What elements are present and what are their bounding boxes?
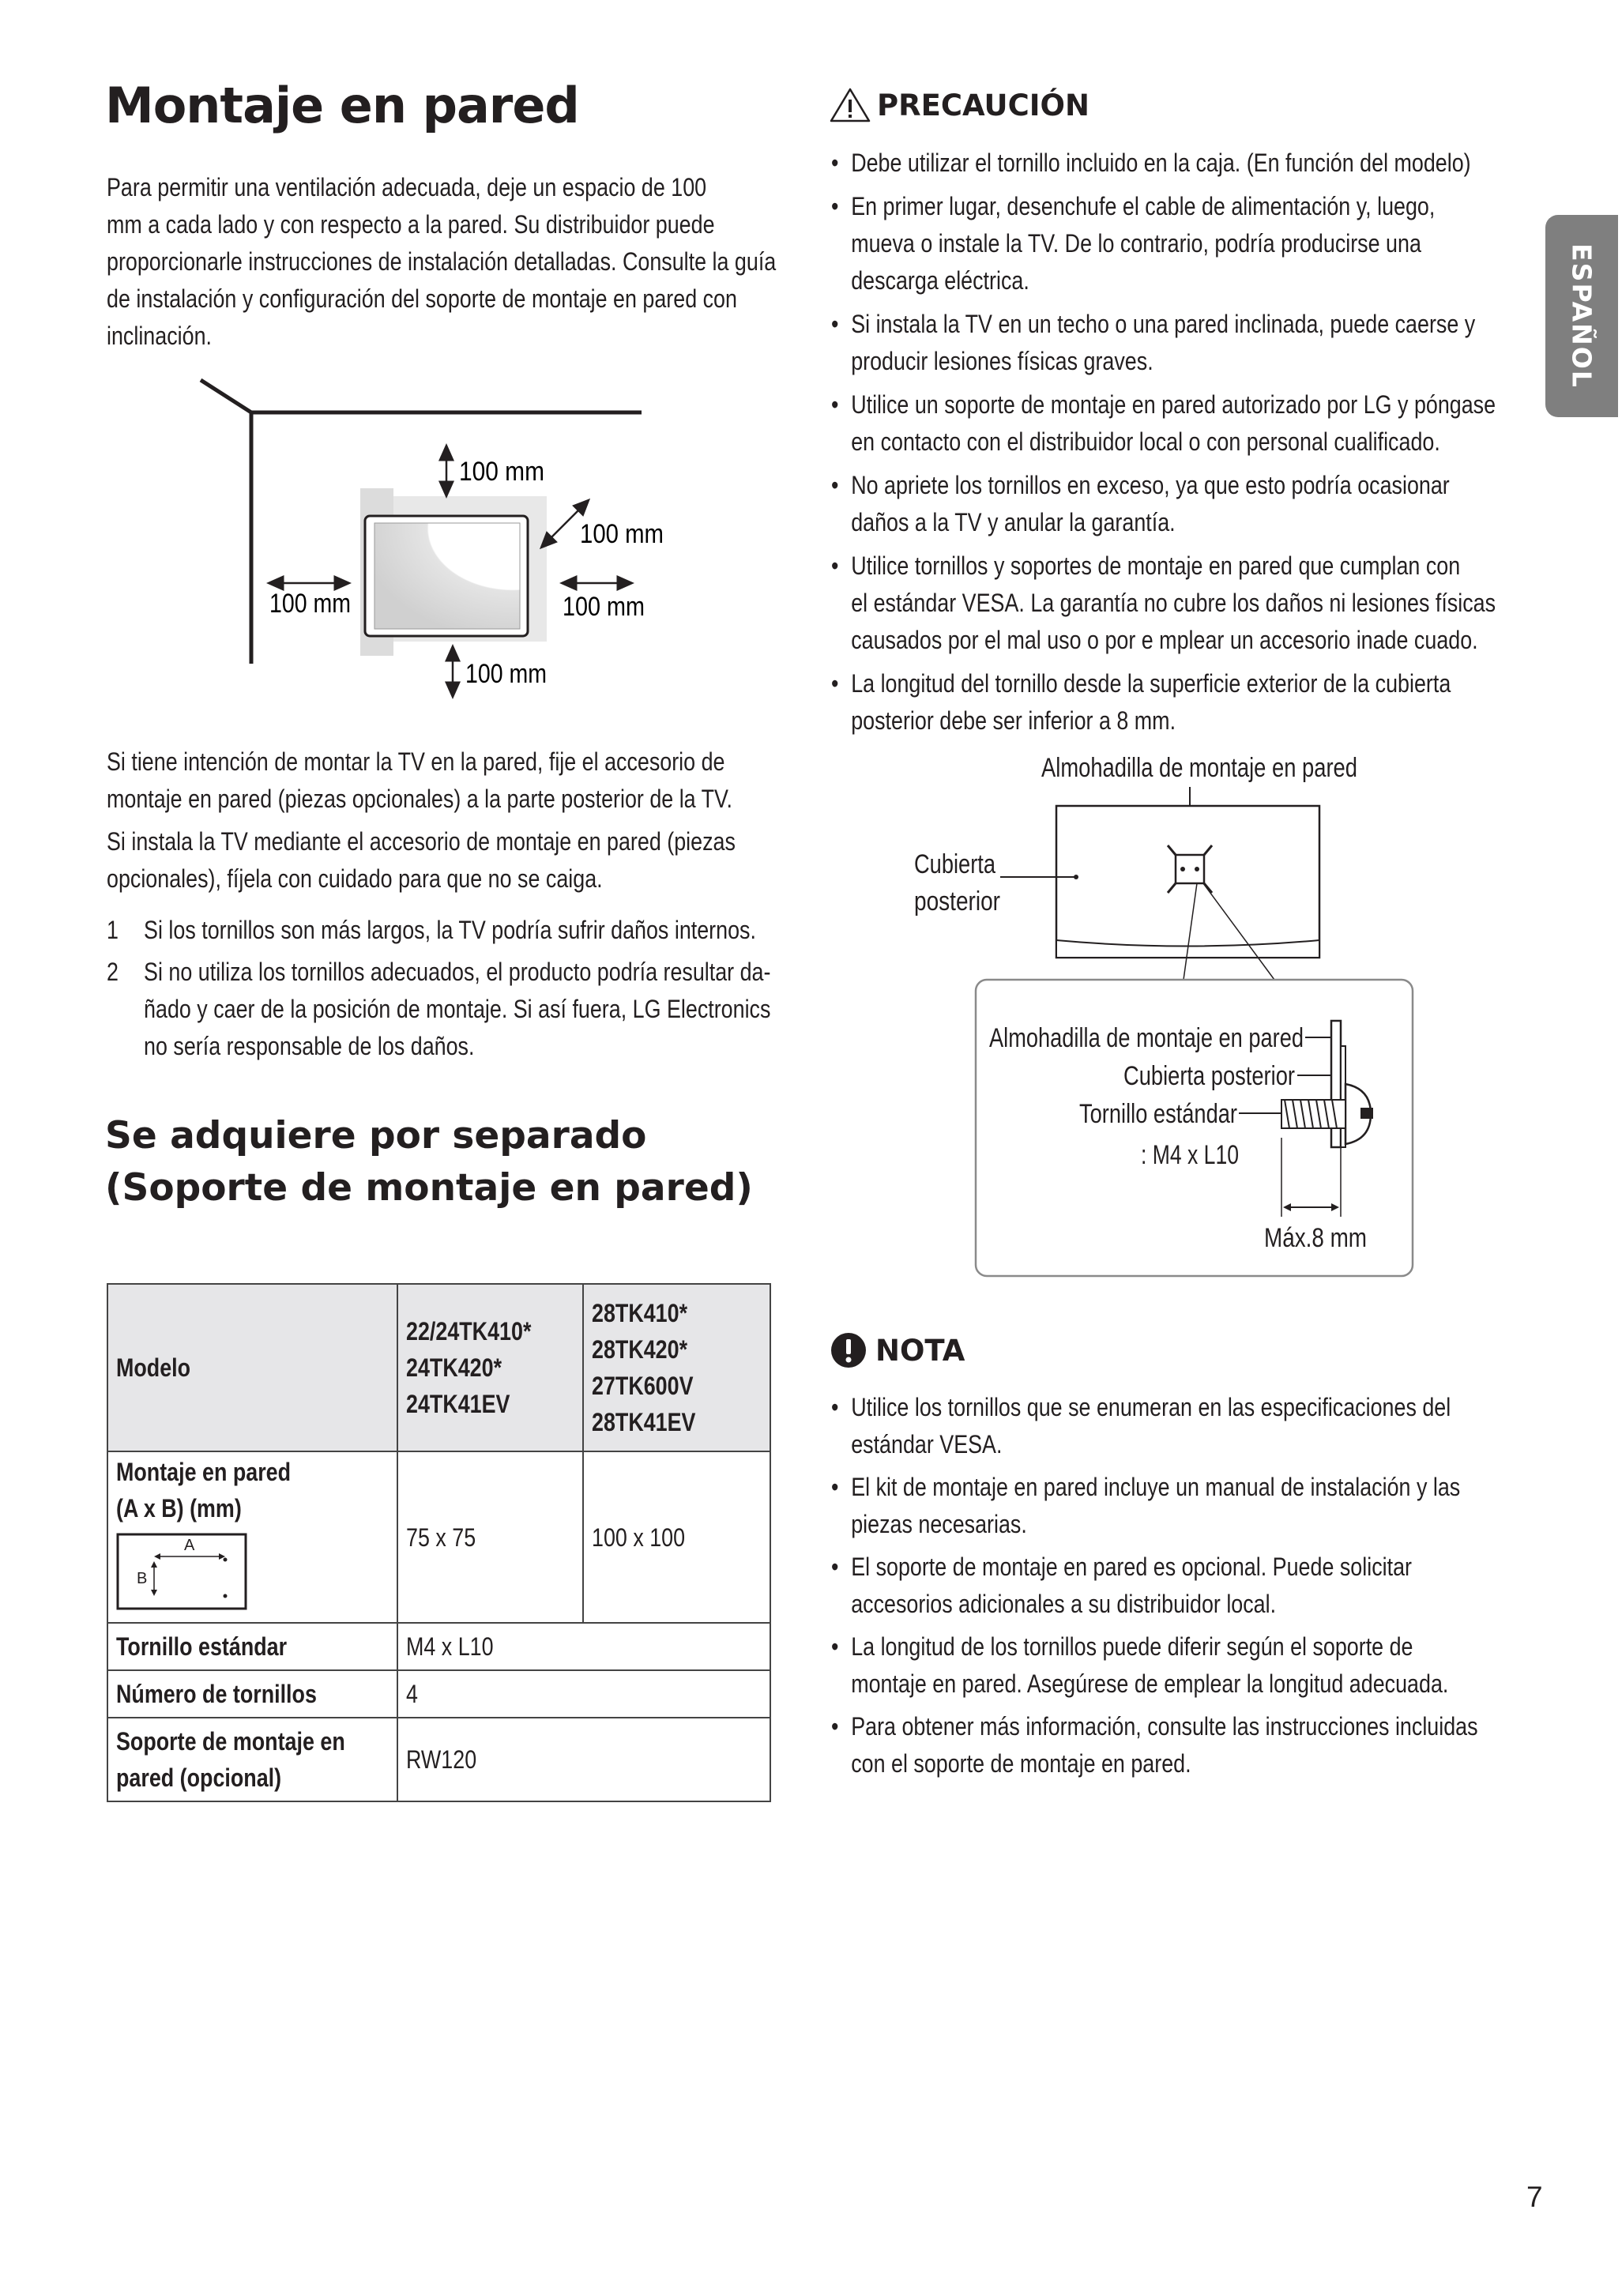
zoom-cover-label: Cubierta posterior — [1123, 1061, 1295, 1091]
caution-title: PRECAUCIÓN — [877, 88, 1089, 122]
caution-list — [831, 145, 1622, 740]
mount-line: montaje en pared (piezas opcionales) a la parte posterior de la TV. — [107, 785, 732, 813]
list-item: 1 Si los tornillos son más largos, la TV podría sufrir daños internos. — [107, 916, 756, 944]
mount-line: opcionales), fíjela con cuidado para que no se caiga. — [107, 864, 603, 893]
dim-b-label: B — [137, 1570, 148, 1587]
list-item: • Utilice un soporte de montaje en pared autorizado por LG y póngase en contacto con el distribuidor local o con personal cualificado. — [831, 386, 1496, 461]
intro-line: de instalación y configuración del soporte de montaje en pared con — [107, 284, 737, 313]
intro-line: mm a cada lado y con respecto a la pared. Su distribuidor puede — [107, 210, 715, 239]
right-clearance-label: 100 mm — [563, 592, 645, 622]
screw-count-value: 4 — [397, 1670, 770, 1718]
bottom-clearance-label: 100 mm — [465, 659, 547, 689]
back-clearance-label: 100 mm — [580, 519, 664, 549]
max-length-label: Máx.8 mm — [1264, 1223, 1367, 1253]
list-item: • Debe utilizar el tornillo incluido en la caja. (En función del modelo) — [831, 145, 1496, 182]
screw-count-label: Número de tornillos — [107, 1670, 397, 1718]
list-item: • No apriete los tornillos en exceso, ya que esto podría ocasionar daños a la TV y anular la garantía. — [831, 467, 1496, 541]
pad-label: Almohadilla de montaje en pared — [1041, 753, 1357, 783]
intro-line: proporcionarle instrucciones de instalación detalladas. Consulte la guía — [107, 247, 777, 276]
top-clearance-label: 100 mm — [459, 457, 544, 487]
clearance-diagram — [190, 371, 664, 711]
screw-diagram — [901, 743, 1438, 1288]
zoom-screw-label: Tornillo estándar — [1079, 1099, 1237, 1129]
back-arrow — [545, 504, 585, 544]
bracket-label: Soporte de montaje en pared (opcional) — [107, 1718, 397, 1801]
table-row — [107, 1718, 770, 1801]
page-number: 7 — [1526, 2181, 1543, 2213]
list-item: • La longitud del tornillo desde la superficie exterior de la cubierta posterior debe ser inferior a 8 mm. — [831, 665, 1496, 740]
screw-label: Tornillo estándar — [107, 1623, 397, 1670]
list-item: 2 Si no utiliza los tornillos adecuados, el producto podría resultar da- ñado y caer de la posición de montaje. Si así fuera, LG Electronics no sería responsable de los daños. — [107, 958, 771, 1060]
wallmount-label: Montaje en pared (A x B) (mm) A B — [107, 1451, 397, 1623]
cover-label-2: posterior — [914, 886, 1000, 917]
zoom-screw-spec: : M4 x L10 — [1141, 1140, 1239, 1170]
list-item: • El soporte de montaje en pared es opcional. Puede solicitar accesorios adicionales a su distribuidor local. — [831, 1549, 1478, 1623]
language-tab-label: ESPAÑOL — [1566, 243, 1598, 389]
intro-line: Para permitir una ventilación adecuada, deje un espacio de 100 — [107, 173, 707, 201]
zoom-pad-label: Almohadilla de montaje en pared — [989, 1023, 1304, 1053]
list-item: • En primer lugar, desenchufe el cable de alimentación y, luego, mueva o instale la TV. De lo contrario, podría producirse una descarga eléctrica. — [831, 188, 1496, 299]
note-title: NOTA — [875, 1333, 965, 1368]
mount-line: Si instala la TV mediante el accesorio de montaje en pared (piezas — [107, 827, 736, 856]
table-row — [107, 1451, 770, 1623]
wallmount-val1: 75 x 75 — [397, 1451, 583, 1623]
left-clearance-label: 100 mm — [269, 589, 351, 619]
tv-drawing — [360, 488, 547, 656]
cover-label-1: Cubierta — [914, 849, 996, 879]
note-heading — [830, 1331, 965, 1369]
list-item: • Si instala la TV en un techo o una pared inclinada, puede caerse y producir lesiones físicas graves. — [831, 306, 1496, 380]
list-item: • La longitud de los tornillos puede diferir según el soporte de montaje en pared. Asegúrese de emplear la longitud adecuada. — [831, 1628, 1478, 1703]
model-col1: 22/24TK410* 24TK420* 24TK41EV — [397, 1284, 583, 1451]
intro-line: inclinación. — [107, 322, 212, 350]
spec-table — [107, 1283, 771, 1802]
model-header: Modelo — [107, 1284, 397, 1451]
vesa-diagram — [116, 1533, 247, 1610]
section-heading: Se adquiere por separado (Soporte de montaje en pared) — [105, 1114, 753, 1210]
warning-triangle-icon — [830, 87, 871, 123]
wallmount-val2: 100 x 100 — [583, 1451, 770, 1623]
caution-heading — [830, 87, 1089, 123]
model-col2: 28TK410* 28TK420* 27TK600V 28TK41EV — [583, 1284, 770, 1451]
note-exclamation-icon — [830, 1331, 867, 1369]
page-title: Montaje en pared — [105, 77, 579, 134]
screw-value: M4 x L10 — [397, 1623, 770, 1670]
intro-paragraph — [107, 169, 904, 355]
mount-paragraph — [107, 743, 856, 898]
table-row — [107, 1623, 770, 1670]
list-item: • Utilice los tornillos que se enumeran en las especificaciones del estándar VESA. — [831, 1389, 1478, 1463]
mount-line: Si tiene intención de montar la TV en la pared, fije el accesorio de — [107, 747, 725, 776]
bracket-value: RW120 — [397, 1718, 770, 1801]
list-item: • Para obtener más información, consulte las instrucciones incluidas con el soporte de montaje en pared. — [831, 1708, 1478, 1782]
numbered-list — [107, 912, 898, 1065]
list-item: • El kit de montaje en pared incluye un manual de instalación y las piezas necesarias. — [831, 1469, 1478, 1543]
table-row — [107, 1284, 770, 1451]
dim-a-label: A — [184, 1537, 195, 1554]
table-row — [107, 1670, 770, 1718]
list-item: • Utilice tornillos y soportes de montaje en pared que cumplan con el estándar VESA. La garantía no cubre los daños ni lesiones físicas causados por el mal uso o por e mplear un accesorio inade cuado. — [831, 548, 1496, 659]
note-list — [831, 1389, 1601, 1782]
